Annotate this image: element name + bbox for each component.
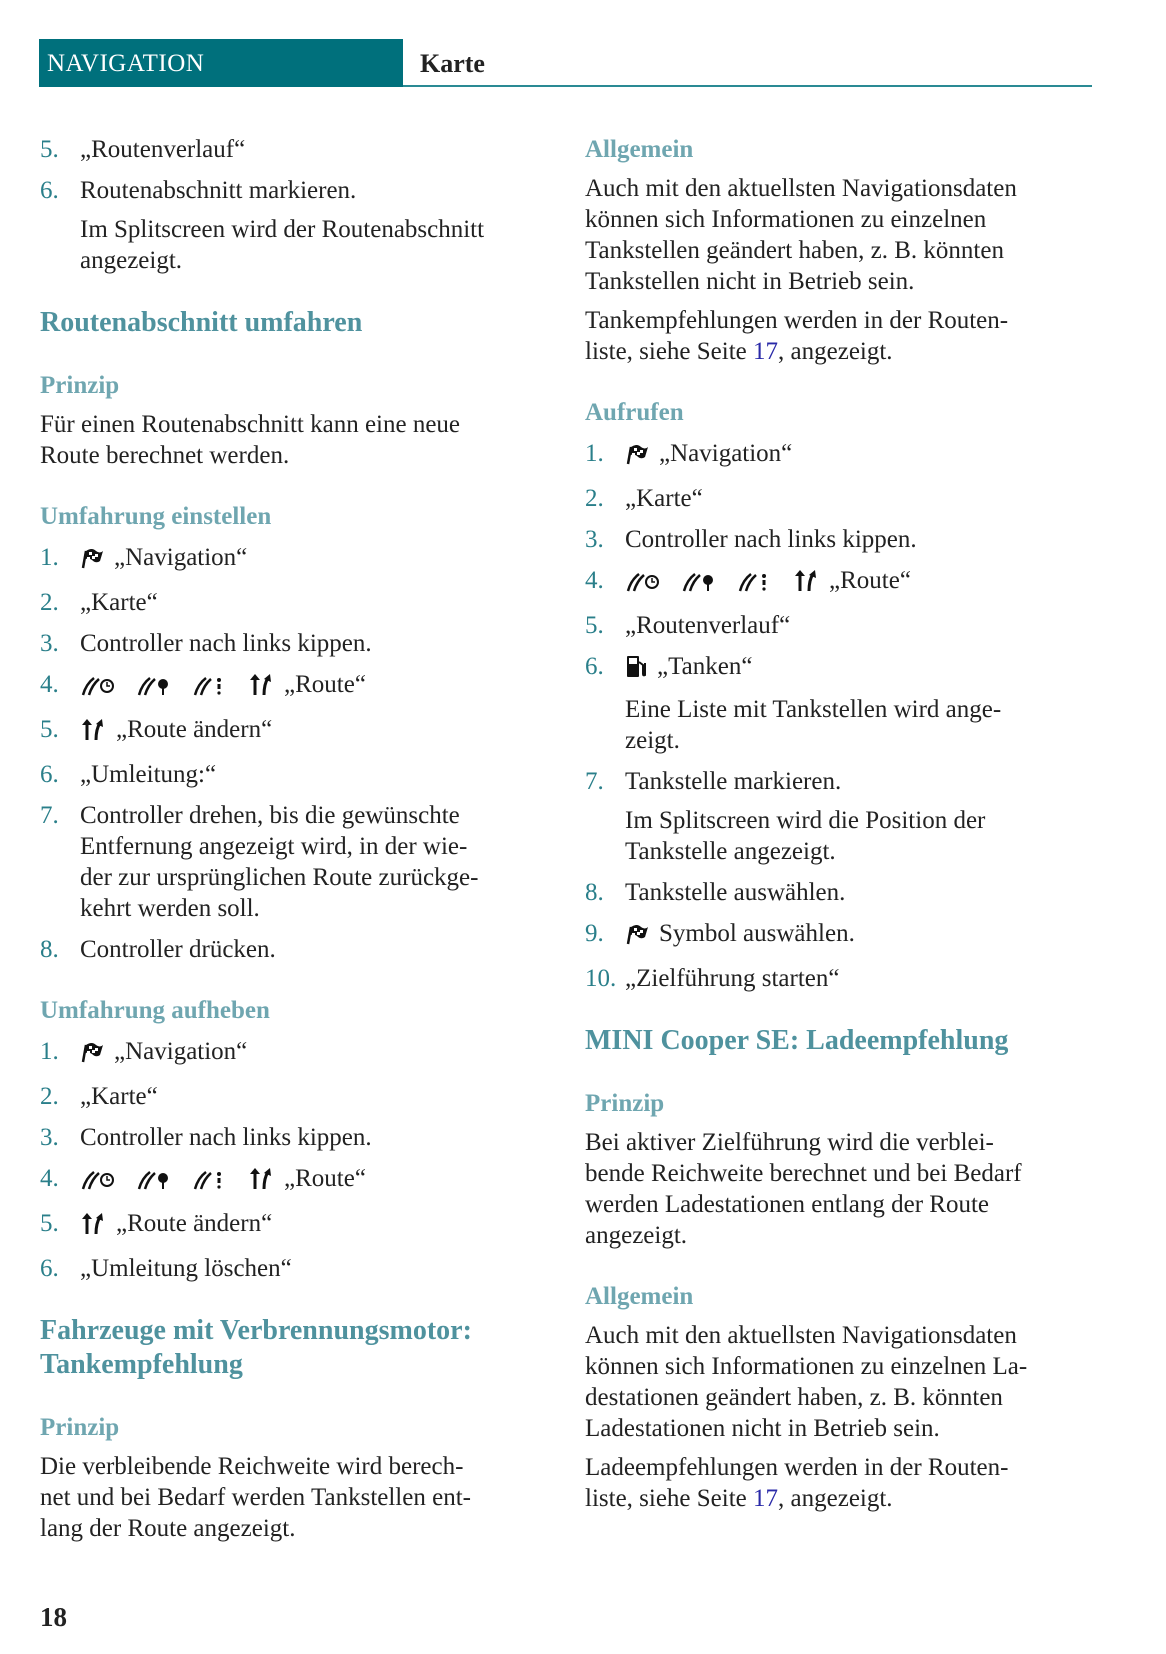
list-item-number: 4. [585, 567, 604, 594]
list-item-text: „Route ändern“ [116, 1210, 273, 1237]
list-item-number: 3. [40, 630, 59, 657]
list-item-body [625, 610, 1100, 641]
list-item-number: 9. [585, 920, 604, 947]
list-item-number: 7. [40, 802, 59, 829]
list-item-text: Symbol auswählen. [659, 920, 855, 947]
list-item-line [80, 1208, 555, 1243]
list-item [585, 766, 1100, 867]
fuel-pump-icon [625, 654, 647, 686]
list-item-number: 6. [40, 177, 59, 204]
list-item-note: Im Splitscreen wird die Position der Tankstelle angezeigt. [625, 807, 986, 865]
list-item-body [80, 175, 555, 276]
list-item-note: Im Splitscreen wird der Routenabschnitt angezeigt. [80, 216, 485, 274]
list-item-body [80, 542, 555, 577]
paragraph-text: Die verbleibende Reichweite wird berech- net und bei Bedarf werden Tankstellen ent- lang der Route angezeigt. [40, 1453, 471, 1542]
list-item-number: 6. [40, 1255, 59, 1282]
list-item [40, 669, 555, 704]
list-item [40, 175, 555, 276]
list-item-number: 3. [585, 526, 604, 553]
route-pin-icon [136, 1166, 172, 1198]
list-item [585, 918, 1100, 953]
route-info-icon [737, 568, 773, 600]
route-arrows-icon [248, 1166, 274, 1198]
paragraph [585, 173, 1100, 297]
paragraph [585, 1320, 1100, 1444]
list-item-text: „Navigation“ [659, 440, 793, 467]
list-item-body [625, 766, 1100, 867]
list-item-note: Eine Liste mit Tankstellen wird ange- zeigt. [625, 696, 1002, 754]
subsection-heading: Prinzip [40, 372, 120, 399]
paragraph-text: Tankempfehlungen werden in der Routen- liste, siehe Seite [585, 307, 1009, 365]
list-item-text: „Karte“ [80, 589, 158, 616]
list-item-text: Controller drehen, bis die gewünschte Entfernung angezeigt wird, in der wie- der zur ursprünglichen Route zurückge- kehrt werden soll. [80, 802, 479, 922]
list-item-line [625, 877, 1100, 908]
list-item-text: Routenabschnitt markieren. [80, 177, 357, 204]
list-item [585, 963, 1100, 994]
route-pin-icon [681, 568, 717, 600]
list-item [40, 628, 555, 659]
list-item [585, 524, 1100, 555]
list-item-line [625, 610, 1100, 641]
paragraph [585, 305, 1100, 367]
paragraph [40, 1451, 555, 1544]
list-item [40, 759, 555, 790]
list-item-number: 5. [585, 612, 604, 639]
list-item-text: Controller nach links kippen. [80, 1124, 372, 1151]
flag-icon [625, 442, 649, 473]
list-item-line [625, 565, 1100, 600]
list-item-text: Tankstelle auswählen. [625, 879, 846, 906]
list-item-text: „Route“ [829, 567, 911, 594]
list-item-number: 8. [40, 936, 59, 963]
list-item [585, 877, 1100, 908]
list-item-text: „Navigation“ [114, 1038, 248, 1065]
list-item-text: „Zielführung starten“ [625, 965, 840, 992]
list-item-text: „Umleitung:“ [80, 761, 217, 788]
list-item-number: 1. [585, 440, 604, 467]
list-item-number: 4. [40, 1165, 59, 1192]
subsection-heading: Umfahrung aufheben [40, 997, 270, 1024]
list-item [585, 610, 1100, 641]
list-item-text: „Navigation“ [114, 544, 248, 571]
list-item-body [625, 483, 1100, 514]
list-item-body [80, 1081, 555, 1112]
subsection-heading: Prinzip [585, 1090, 665, 1117]
list-item [40, 1081, 555, 1112]
list-item-line [80, 134, 555, 165]
list-item [585, 438, 1100, 473]
paragraph-text: , angezeigt. [778, 1485, 893, 1512]
list-item-number: 1. [40, 544, 59, 571]
left-column [40, 134, 555, 1544]
paragraph-text: Auch mit den aktuellsten Navigationsdaten können sich Informationen zu einzelnen Tankstellen geändert haben, z. B. könnten Tankstellen nicht in Betrieb sein. [585, 175, 1017, 295]
route-info-icon [192, 1166, 228, 1198]
list-item [40, 1253, 555, 1284]
list-item-body [625, 963, 1100, 994]
list-item-line [80, 1163, 555, 1198]
list-item-number: 5. [40, 1210, 59, 1237]
list-item-text: „Karte“ [625, 485, 703, 512]
list-item [40, 542, 555, 577]
list-item-number: 1. [40, 1038, 59, 1065]
list-item-body [80, 934, 555, 965]
paragraph-text: , angezeigt. [778, 338, 893, 365]
list-item-text: „Route ändern“ [116, 716, 273, 743]
list-item-line [625, 524, 1100, 555]
route-arrows-icon [793, 568, 819, 600]
list-item-line [80, 1122, 555, 1153]
right-column [585, 134, 1100, 1514]
paragraph-text: Auch mit den aktuellsten Navigationsdaten können sich Informationen zu einzelnen La- destationen geändert haben, z. B. könnten Ladestationen nicht in Betrieb sein. [585, 1322, 1028, 1442]
list-item-line [80, 1036, 555, 1071]
list-item-number: 4. [40, 671, 59, 698]
list-item-line [80, 628, 555, 659]
list-item [40, 1163, 555, 1198]
list-item-text: „Route“ [284, 671, 366, 698]
list-item-body [80, 759, 555, 790]
list-item-line [80, 759, 555, 790]
list-item-number: 6. [585, 653, 604, 680]
list-item-line [625, 766, 1100, 797]
list-item-text: „Routenverlauf“ [80, 136, 246, 163]
subsection-heading: Aufrufen [585, 399, 684, 426]
list-item [40, 1122, 555, 1153]
list-item-body [80, 1253, 555, 1284]
list-item-text: „Routenverlauf“ [625, 612, 791, 639]
list-item-text: Controller nach links kippen. [625, 526, 917, 553]
list-item [40, 934, 555, 965]
list-item-number: 8. [585, 879, 604, 906]
page-number: 18 [40, 1602, 67, 1632]
header-page-title: Karte [420, 49, 485, 78]
flag-icon [80, 546, 104, 577]
list-item-body [80, 587, 555, 618]
list-item-text: „Umleitung löschen“ [80, 1255, 292, 1282]
list-item [585, 651, 1100, 756]
list-item-line [625, 918, 1100, 953]
flag-icon [80, 1040, 104, 1071]
route-arrows-icon [248, 672, 274, 704]
route-clock-icon [80, 1166, 116, 1198]
list-item-number: 3. [40, 1124, 59, 1151]
list-item-body [625, 877, 1100, 908]
list-item-text: Controller drücken. [80, 936, 276, 963]
list-item-body [625, 651, 1100, 756]
list-item-text: „Route“ [284, 1165, 366, 1192]
list-item-body [80, 714, 555, 749]
section-heading: MINI Cooper SE: Ladeempfehlung [585, 1025, 1009, 1056]
route-clock-icon [625, 568, 661, 600]
header-section-title: NAVIGATION [47, 50, 205, 77]
list-item-number: 2. [40, 589, 59, 616]
list-item-number: 2. [40, 1083, 59, 1110]
header-divider [403, 85, 1092, 87]
list-item-body [80, 134, 555, 165]
list-item-line [80, 934, 555, 965]
list-item [40, 1208, 555, 1243]
subsection-heading: Allgemein [585, 1283, 694, 1310]
list-item-body [80, 800, 555, 924]
paragraph [585, 1452, 1100, 1514]
list-item-body [625, 438, 1100, 473]
list-item-number: 5. [40, 136, 59, 163]
list-item-body [80, 1122, 555, 1153]
route-pin-icon [136, 672, 172, 704]
route-clock-icon [80, 672, 116, 704]
list-item-body [625, 918, 1100, 953]
paragraph [585, 1127, 1100, 1251]
list-item-text: „Karte“ [80, 1083, 158, 1110]
subsection-heading: Allgemein [585, 136, 694, 163]
list-item-body [80, 1208, 555, 1243]
list-item-line [80, 1253, 555, 1284]
list-item-number: 7. [585, 768, 604, 795]
list-item-body [625, 565, 1100, 600]
list-item-number: 10. [585, 965, 617, 992]
paragraph-text: Für einen Routenabschnitt kann eine neue Route berechnet werden. [40, 411, 461, 469]
list-item-line [80, 669, 555, 704]
list-item [585, 565, 1100, 600]
list-item [585, 483, 1100, 514]
list-item-number: 5. [40, 716, 59, 743]
list-item-body [80, 1163, 555, 1198]
subsection-heading: Umfahrung einstellen [40, 503, 272, 530]
list-item-text: Controller nach links kippen. [80, 630, 372, 657]
list-item-line [625, 483, 1100, 514]
paragraph-text: Ladeempfehlungen werden in der Routen- liste, siehe Seite [585, 1454, 1009, 1512]
list-item-line [625, 651, 1100, 686]
list-item-text: Tankstelle markieren. [625, 768, 842, 795]
section-heading: Routenabschnitt umfahren [40, 307, 363, 338]
list-item [40, 800, 555, 924]
list-item-text: „Tanken“ [657, 653, 753, 680]
list-item-line [80, 587, 555, 618]
list-item-line [80, 175, 555, 206]
list-item-body [80, 628, 555, 659]
subsection-heading: Prinzip [40, 1414, 120, 1441]
list-item-number: 6. [40, 761, 59, 788]
list-item-number: 2. [585, 485, 604, 512]
list-item [40, 134, 555, 165]
list-item-body [80, 669, 555, 704]
route-arrows-icon [80, 717, 106, 749]
list-item-line [625, 438, 1100, 473]
list-item-line [625, 963, 1100, 994]
list-item-body [80, 1036, 555, 1071]
list-item-body [625, 524, 1100, 555]
list-item-line [80, 714, 555, 749]
list-item-line [80, 1081, 555, 1112]
page-reference-link[interactable]: 17 [753, 338, 779, 365]
section-heading: Fahrzeuge mit Verbrennungsmotor: Tankempfehlung [40, 1315, 472, 1380]
paragraph [40, 409, 555, 471]
route-arrows-icon [80, 1211, 106, 1243]
list-item [40, 714, 555, 749]
list-item-line [80, 542, 555, 577]
paragraph-text: Bei aktiver Zielführung wird die verblei- bende Reichweite berechnet und bei Bedarf werden Ladestationen entlang der Route angezeigt. [585, 1129, 1022, 1249]
route-info-icon [192, 672, 228, 704]
list-item [40, 587, 555, 618]
flag-icon [625, 922, 649, 953]
list-item [40, 1036, 555, 1071]
page-reference-link[interactable]: 17 [753, 1485, 779, 1512]
list-item-line [80, 800, 555, 924]
